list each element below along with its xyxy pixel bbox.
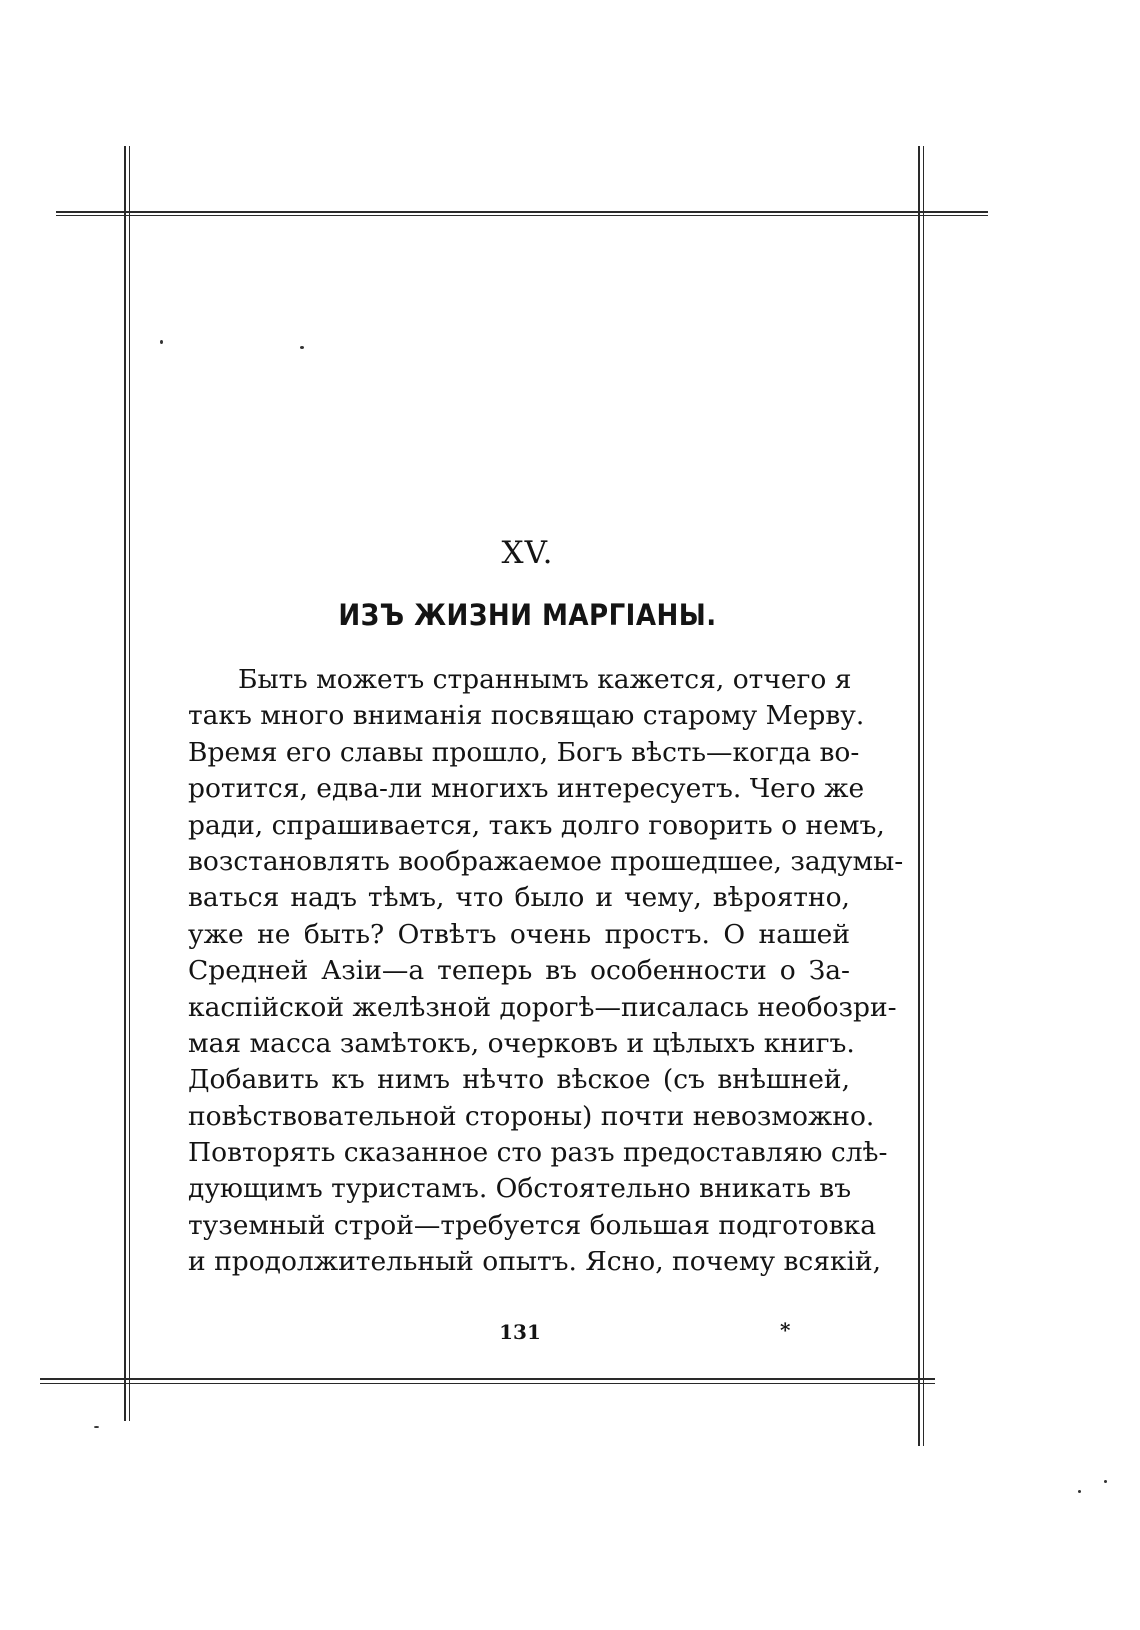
text-line: такъ много вниманія посвящаю старому Мерву. <box>188 700 865 732</box>
text-line: Средней Азіи—а теперь въ особенности о За- <box>188 955 850 987</box>
left-rule-thin <box>129 146 130 1421</box>
chapter-numeral: XV. <box>501 535 554 571</box>
signature-mark: * <box>780 1318 791 1342</box>
text-line: мая масса замѣтокъ, очерковъ и цѣлыхъ книгъ. <box>188 1027 855 1059</box>
scan-speck <box>300 346 304 349</box>
text-line: ради, спрашивается, такъ долго говорить о немъ, <box>188 809 885 841</box>
right-rule <box>918 146 920 1446</box>
text-line: Добавить къ нимъ нѣчто вѣское (съ внѣшней, <box>188 1064 850 1096</box>
left-rule <box>124 146 126 1421</box>
text-line: уже не быть? Отвѣтъ очень простъ. О нашей <box>188 918 850 950</box>
text-line: Быть можетъ страннымъ кажется, отчего я <box>238 664 852 695</box>
bottom-rule <box>40 1378 935 1380</box>
text-line: повѣствовательной стороны) почти невозможно. <box>188 1100 875 1132</box>
text-line: каспійской желѣзной дорогѣ—писалась необозри- <box>188 991 897 1023</box>
scan-speck <box>1104 1480 1107 1483</box>
right-rule-thin <box>923 146 924 1446</box>
page-number: 131 <box>499 1320 541 1344</box>
bottom-rule-thin <box>40 1383 935 1384</box>
scan-speck <box>160 340 163 344</box>
scan-speck <box>1078 1490 1081 1493</box>
text-line: Повторять сказанное сто разъ предоставляю слѣ- <box>188 1137 888 1169</box>
text-line: ваться надъ тѣмъ, что было и чему, вѣроятно, <box>188 882 850 914</box>
text-line: возстановлять воображаемое прошедшее, задумы- <box>188 845 904 877</box>
top-rule <box>56 211 988 213</box>
text-line: ротится, едва-ли многихъ интересуетъ. Чего же <box>188 773 865 805</box>
body-text <box>188 662 904 1281</box>
scan-speck <box>94 1426 99 1428</box>
text-line: Время его славы прошло, Богъ вѣсть—когда во- <box>188 736 860 768</box>
chapter-title: ИЗЪ ЖИЗНИ МАРГІАНЫ. <box>338 598 717 632</box>
top-rule-thin <box>56 215 988 216</box>
text-line: и продолжительный опытъ. Ясно, почему всякій, <box>188 1246 882 1278</box>
text-line: туземный строй—требуется большая подготовка <box>188 1209 877 1241</box>
text-line: дующимъ туристамъ. Обстоятельно вникать въ <box>188 1173 852 1205</box>
